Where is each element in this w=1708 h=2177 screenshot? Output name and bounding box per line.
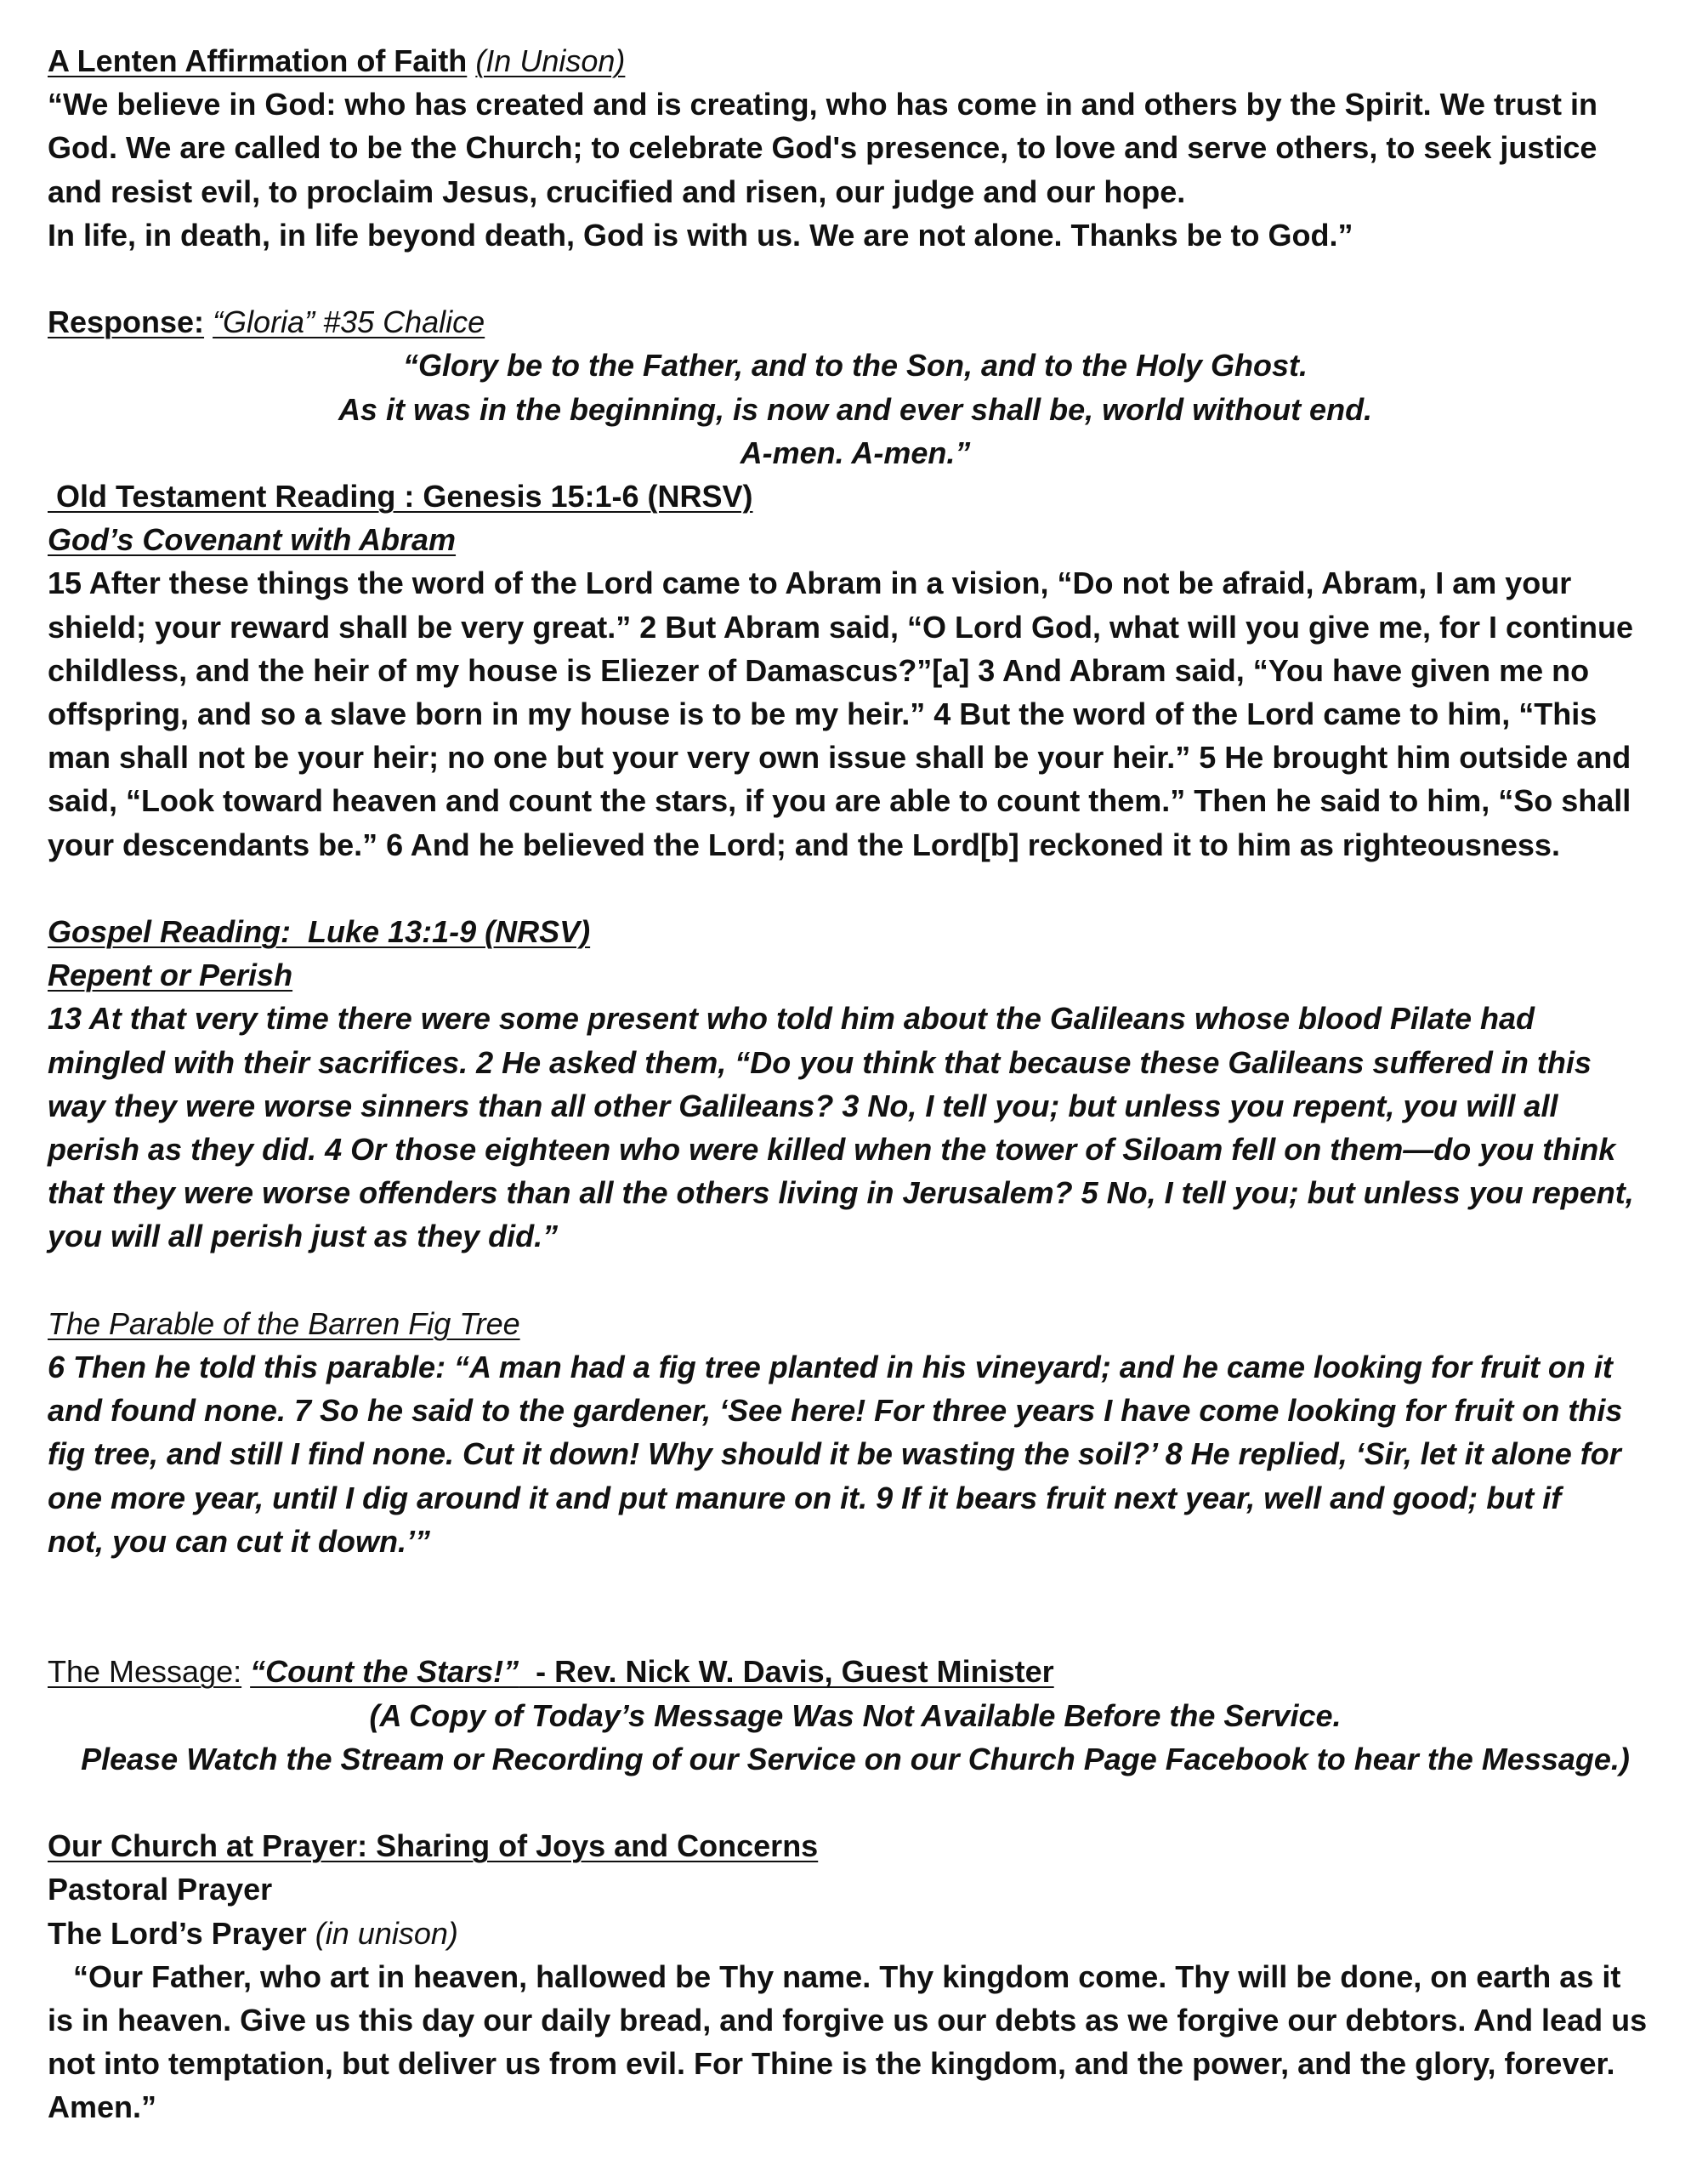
ot-line: shield; your reward shall be very great.” 2 But Abram said, “O Lord God, what will you give me, for I continue <box>48 609 1634 645</box>
ot-line: offspring, and so a slave born in my house is to be my heir.” 4 But the word of the Lord came to him, “This <box>48 696 1597 732</box>
spacer <box>48 257 1663 300</box>
message-note: (A Copy of Today’s Message Was Not Available Before the Service. <box>369 1697 1342 1733</box>
prayer-line: not into temptation, but deliver us from evil. For Thine is the kingdom, and the power, and the glory, forever. <box>48 2046 1615 2082</box>
lords-prayer-heading <box>48 1912 1663 1955</box>
ot-subheading <box>48 518 1663 561</box>
parable-line: and found none. 7 So he said to the gardener, ‘See here! For three years I have come looking for fruit on this <box>48 1393 1623 1429</box>
lords-prayer-note: (in unison) <box>315 1915 458 1951</box>
response-line: As it was in the beginning, is now and ever shall be, world without end. <box>338 391 1373 427</box>
ot-line: man shall not be your heir; no one but your very own issue shall be your heir.” 5 He brought him outside and <box>48 740 1631 776</box>
message-heading <box>48 1650 1663 1693</box>
spacer <box>48 1781 1663 1824</box>
spacer <box>48 867 1663 910</box>
response-label: Response: <box>48 304 205 340</box>
affirmation-heading <box>48 39 1663 82</box>
parable-line: fig tree, and still I find none. Cut it down! Why should it be wasting the soil?’ 8 He replied, ‘Sir, let it alone for <box>48 1436 1621 1472</box>
gospel-subheading <box>48 953 1663 997</box>
gospel-line: way they were worse sinners than all other Galileans? 3 No, I tell you; but unless you repent, you will all <box>48 1088 1558 1123</box>
lords-prayer-label: The Lord’s Prayer <box>48 1915 307 1951</box>
message-note: Please Watch the Stream or Recording of our Service on our Church Page Facebook to hear the Message.) <box>81 1741 1630 1776</box>
gospel-line: perish as they did. 4 Or those eighteen who were killed when the tower of Siloam fell on them—do you think <box>48 1132 1616 1168</box>
parable-line: 6 Then he told this parable: “A man had a fig tree planted in his vineyard; and he came looking for fruit on it <box>48 1350 1613 1385</box>
affirmation-line: In life, in death, in life beyond death, God is with us. We are not alone. Thanks be to God.” <box>48 217 1353 253</box>
affirmation-line: “We believe in God: who has created and is creating, who has come in and others by the Spirit. We trust in <box>48 87 1598 122</box>
response-line: A-men. A-men.” <box>740 435 971 470</box>
affirmation-line: God. We are called to be the Church; to celebrate God's presence, to love and serve others, to seek justice <box>48 130 1597 166</box>
pastoral-prayer: Pastoral Prayer <box>48 1872 273 1907</box>
affirmation-note: (In Unison) <box>475 43 626 78</box>
ot-heading-text: Old Testament Reading : Genesis 15:1-6 (NRSV) <box>48 479 753 514</box>
gospel-heading-text: Gospel Reading: Luke 13:1-9 (NRSV) <box>48 914 591 950</box>
gospel-line: 13 At that very time there were some present who told him about the Galileans whose blood Pilate had <box>48 1001 1535 1037</box>
ot-line: 15 After these things the word of the Lord came to Abram in a vision, “Do not be afraid, Abram, I am your <box>48 566 1572 601</box>
ot-heading <box>48 475 1663 518</box>
spacer <box>48 1563 1663 1650</box>
gospel-heading <box>48 910 1663 953</box>
message-speaker: - Rev. Nick W. Davis, Guest Minister <box>519 1654 1054 1690</box>
message-title: “Count the Stars!” <box>250 1654 519 1690</box>
prayer-line: Amen.” <box>48 2089 157 2125</box>
response-hymn: “Gloria” #35 Chalice <box>213 304 485 340</box>
affirmation-line: and resist evil, to proclaim Jesus, crucified and risen, our judge and our hope. <box>48 173 1186 209</box>
prayer-heading-text: Our Church at Prayer: Sharing of Joys and Concerns <box>48 1828 819 1864</box>
parable-line: not, you can cut it down.’” <box>48 1523 430 1559</box>
spacer <box>48 1259 1663 1302</box>
gospel-line: mingled with their sacrifices. 2 He asked them, “Do you think that because these Galileans suffered in this <box>48 1044 1592 1080</box>
parable-heading-text: The Parable of the Barren Fig Tree <box>48 1305 520 1341</box>
ot-line: your descendants be.” 6 And he believed the Lord; and the Lord[b] reckoned it to him as righteousness. <box>48 827 1560 862</box>
prayer-line: “Our Father, who art in heaven, hallowed be Thy name. Thy kingdom come. Thy will be done, on earth as it <box>48 1958 1621 1994</box>
affirmation-title: A Lenten Affirmation of Faith <box>48 43 468 78</box>
gospel-line: that they were worse offenders than all the others living in Jerusalem? 5 No, I tell you; but unless you repent, <box>48 1175 1634 1211</box>
response-heading <box>48 300 1663 344</box>
ot-line: said, “Look toward heaven and count the stars, if you are able to count them.” Then he said to him, “So shall <box>48 783 1631 819</box>
gospel-subheading-text: Repent or Perish <box>48 958 293 993</box>
ot-subheading-text: God’s Covenant with Abram <box>48 522 457 558</box>
response-line: “Glory be to the Father, and to the Son, and to the Holy Ghost. <box>402 348 1308 384</box>
parable-heading <box>48 1302 1663 1345</box>
parable-line: one more year, until I dig around it and put manure on it. 9 If it bears fruit next year, well and good; but if <box>48 1480 1562 1515</box>
prayer-line: is in heaven. Give us this day our daily bread, and forgive us our debts as we forgive our debtors. And lead us <box>48 2003 1648 2038</box>
message-label: The Message: <box>48 1654 242 1690</box>
gospel-line: you will all perish just as they did.” <box>48 1219 559 1254</box>
bulletin-page <box>48 39 1663 2129</box>
prayer-heading <box>48 1824 1663 1867</box>
ot-line: childless, and the heir of my house is Eliezer of Damascus?”[a] 3 And Abram said, “You have given me no <box>48 652 1590 688</box>
